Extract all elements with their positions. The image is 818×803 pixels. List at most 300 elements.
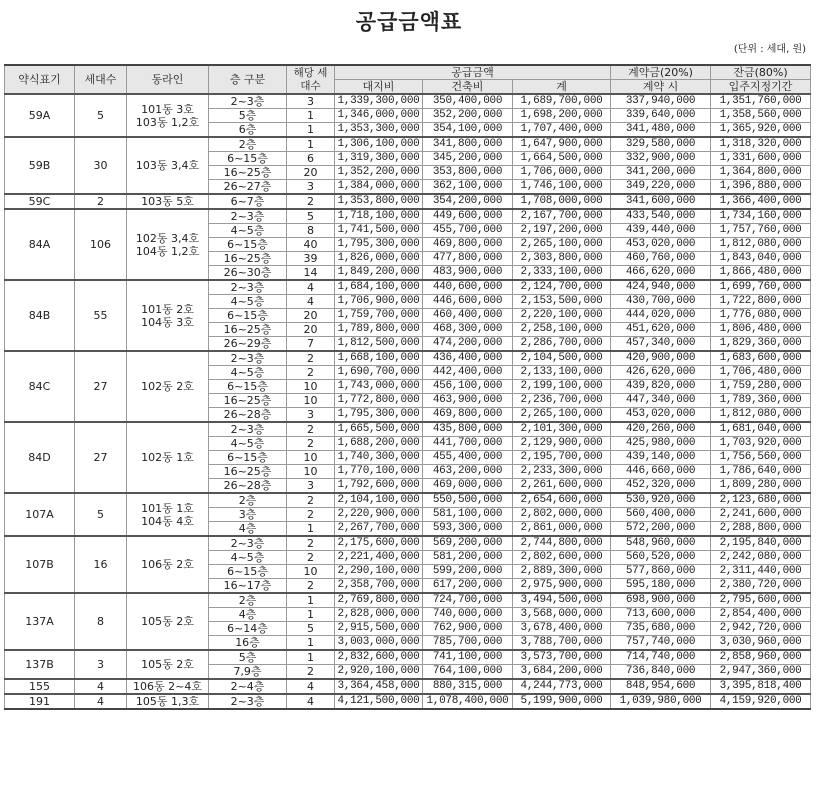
total-price-cell: 2,233,300,000 (513, 465, 611, 479)
construction-price-cell: 440,600,000 (423, 280, 513, 295)
construction-price-cell: 446,600,000 (423, 295, 513, 309)
balance-cell: 1,786,640,000 (711, 465, 811, 479)
units-cell: 1 (287, 522, 335, 537)
total-price-cell: 1,708,000,000 (513, 194, 611, 209)
units-cell: 1 (287, 650, 335, 665)
units-cell: 1 (287, 109, 335, 123)
construction-price-cell: 456,100,000 (423, 380, 513, 394)
construction-price-cell: 463,200,000 (423, 465, 513, 479)
balance-cell: 2,195,840,000 (711, 536, 811, 551)
units-cell: 4 (287, 295, 335, 309)
construction-price-cell: 341,800,000 (423, 137, 513, 152)
header-deposit-when: 계약 시 (611, 80, 711, 95)
total-price-cell: 2,199,100,000 (513, 380, 611, 394)
balance-cell: 4,159,920,000 (711, 694, 811, 709)
land-price-cell: 3,003,000,000 (335, 636, 423, 651)
land-price-cell: 1,795,300,000 (335, 408, 423, 423)
units-cell: 20 (287, 323, 335, 337)
land-price-cell: 1,789,800,000 (335, 323, 423, 337)
balance-cell: 1,351,760,000 (711, 94, 811, 109)
units-cell: 20 (287, 166, 335, 180)
land-price-cell: 2,828,000,000 (335, 608, 423, 622)
header-type: 약식표기 (5, 65, 75, 94)
construction-price-cell: 740,000,000 (423, 608, 513, 622)
deposit-cell: 447,340,000 (611, 394, 711, 408)
land-price-cell: 2,915,500,000 (335, 622, 423, 636)
total-price-cell: 2,802,000,000 (513, 508, 611, 522)
balance-cell: 1,365,920,000 (711, 123, 811, 138)
households-cell: 2 (75, 194, 127, 209)
units-cell: 7 (287, 337, 335, 352)
deposit-cell: 349,220,000 (611, 180, 711, 195)
balance-cell: 1,734,160,000 (711, 209, 811, 224)
land-price-cell: 1,849,200,000 (335, 266, 423, 281)
floor-cell: 16~17층 (209, 579, 287, 594)
building-line-cell (127, 679, 209, 694)
type-cell: 84B (5, 280, 75, 351)
unit-note: (단위 : 세대, 원) (733, 44, 806, 55)
units-cell: 10 (287, 380, 335, 394)
units-cell: 2 (287, 493, 335, 508)
table-row (5, 650, 811, 665)
land-price-cell: 1,759,700,000 (335, 309, 423, 323)
building-line-text: 101동 1호 (141, 501, 194, 515)
land-price-cell: 1,346,000,000 (335, 109, 423, 123)
floor-cell: 6~15층 (209, 152, 287, 166)
building-line-cell (127, 194, 209, 209)
units-cell: 14 (287, 266, 335, 281)
units-cell: 4 (287, 679, 335, 694)
floor-cell: 6~15층 (209, 565, 287, 579)
construction-price-cell: 469,800,000 (423, 238, 513, 252)
total-price-cell: 2,654,600,000 (513, 493, 611, 508)
balance-cell: 1,866,480,000 (711, 266, 811, 281)
floor-cell: 2~3층 (209, 351, 287, 366)
households-cell: 8 (75, 593, 127, 650)
floor-cell: 6~15층 (209, 451, 287, 465)
construction-price-cell: 1,078,400,000 (423, 694, 513, 709)
total-price-cell: 2,124,700,000 (513, 280, 611, 295)
balance-cell: 1,806,480,000 (711, 323, 811, 337)
land-price-cell: 1,770,100,000 (335, 465, 423, 479)
deposit-cell: 460,760,000 (611, 252, 711, 266)
type-cell: 137B (5, 650, 75, 679)
units-cell: 10 (287, 451, 335, 465)
construction-price-cell: 581,200,000 (423, 551, 513, 565)
land-price-cell: 1,718,100,000 (335, 209, 423, 224)
total-price-cell: 3,573,700,000 (513, 650, 611, 665)
land-price-cell: 2,267,700,000 (335, 522, 423, 537)
floor-cell: 6층 (209, 123, 287, 138)
land-price-cell: 1,688,200,000 (335, 437, 423, 451)
total-price-cell: 2,744,800,000 (513, 536, 611, 551)
units-cell: 20 (287, 309, 335, 323)
construction-price-cell: 550,500,000 (423, 493, 513, 508)
construction-price-cell: 463,900,000 (423, 394, 513, 408)
floor-cell: 6~15층 (209, 238, 287, 252)
deposit-cell: 572,200,000 (611, 522, 711, 537)
total-price-cell: 2,258,100,000 (513, 323, 611, 337)
table-row (5, 351, 811, 366)
households-cell: 4 (75, 679, 127, 694)
total-price-cell: 2,889,300,000 (513, 565, 611, 579)
total-price-cell: 5,199,900,000 (513, 694, 611, 709)
header-total: 계 (513, 80, 611, 95)
construction-price-cell: 442,400,000 (423, 366, 513, 380)
type-cell: 84C (5, 351, 75, 422)
floor-cell: 26~28층 (209, 479, 287, 494)
deposit-cell: 332,900,000 (611, 152, 711, 166)
table-row (5, 209, 811, 224)
total-price-cell: 2,861,000,000 (513, 522, 611, 537)
floor-cell: 2층 (209, 137, 287, 152)
balance-cell: 1,722,800,000 (711, 295, 811, 309)
header-balance-when: 입주지정기간 (711, 80, 811, 95)
building-line-text: 104동 4호 (141, 514, 194, 528)
floor-cell: 4~5층 (209, 224, 287, 238)
total-price-cell: 2,286,700,000 (513, 337, 611, 352)
deposit-cell: 451,620,000 (611, 323, 711, 337)
building-line-text: 105동 2호 (141, 615, 194, 628)
balance-cell: 1,843,040,000 (711, 252, 811, 266)
building-line-cell (127, 536, 209, 593)
building-line-cell (127, 650, 209, 679)
total-price-cell: 2,261,600,000 (513, 479, 611, 494)
building-line-text: 104동 3호 (141, 315, 194, 329)
construction-price-cell: 483,900,000 (423, 266, 513, 281)
land-price-cell: 1,792,600,000 (335, 479, 423, 494)
table-row (5, 422, 811, 437)
units-cell: 3 (287, 408, 335, 423)
total-price-cell: 1,746,100,000 (513, 180, 611, 195)
floor-cell: 2~3층 (209, 536, 287, 551)
land-price-cell: 3,364,458,000 (335, 679, 423, 694)
header-floor: 층 구분 (209, 65, 287, 94)
units-cell: 2 (287, 437, 335, 451)
deposit-cell: 560,400,000 (611, 508, 711, 522)
balance-cell: 2,288,800,000 (711, 522, 811, 537)
units-cell: 2 (287, 351, 335, 366)
table-row (5, 94, 811, 109)
total-price-cell: 2,220,100,000 (513, 309, 611, 323)
units-cell: 10 (287, 465, 335, 479)
floor-cell: 5층 (209, 109, 287, 123)
floor-cell: 5층 (209, 650, 287, 665)
balance-cell: 2,241,600,000 (711, 508, 811, 522)
floor-cell: 7,9층 (209, 665, 287, 680)
total-price-cell: 2,333,100,000 (513, 266, 611, 281)
construction-price-cell: 362,100,000 (423, 180, 513, 195)
building-line-cell (127, 493, 209, 536)
building-line-cell (127, 694, 209, 709)
type-cell: 107B (5, 536, 75, 593)
construction-price-cell: 785,700,000 (423, 636, 513, 651)
deposit-cell: 736,840,000 (611, 665, 711, 680)
deposit-cell: 439,820,000 (611, 380, 711, 394)
units-cell: 1 (287, 137, 335, 152)
balance-cell: 3,030,960,000 (711, 636, 811, 651)
units-cell: 2 (287, 536, 335, 551)
households-cell: 106 (75, 209, 127, 280)
page-title: 공급금액표 (355, 10, 463, 34)
balance-cell: 1,683,600,000 (711, 351, 811, 366)
floor-cell: 2~3층 (209, 209, 287, 224)
balance-cell: 1,358,560,000 (711, 109, 811, 123)
deposit-cell: 548,960,000 (611, 536, 711, 551)
table-body (5, 94, 811, 709)
type-cell: 191 (5, 694, 75, 709)
balance-cell: 2,242,080,000 (711, 551, 811, 565)
construction-price-cell: 593,300,000 (423, 522, 513, 537)
land-price-cell: 2,769,800,000 (335, 593, 423, 608)
deposit-cell: 426,620,000 (611, 366, 711, 380)
total-price-cell: 2,195,700,000 (513, 451, 611, 465)
balance-cell: 1,331,600,000 (711, 152, 811, 166)
deposit-cell: 714,740,000 (611, 650, 711, 665)
balance-cell: 1,318,320,000 (711, 137, 811, 152)
type-cell: 59B (5, 137, 75, 194)
units-cell: 8 (287, 224, 335, 238)
balance-cell: 1,366,400,000 (711, 194, 811, 209)
balance-cell: 1,789,360,000 (711, 394, 811, 408)
units-cell: 2 (287, 366, 335, 380)
table-row (5, 694, 811, 709)
floor-cell: 6~14층 (209, 622, 287, 636)
floor-cell: 4~5층 (209, 295, 287, 309)
deposit-cell: 433,540,000 (611, 209, 711, 224)
floor-cell: 16~25층 (209, 252, 287, 266)
units-cell: 1 (287, 123, 335, 138)
construction-price-cell: 474,200,000 (423, 337, 513, 352)
total-price-cell: 2,167,700,000 (513, 209, 611, 224)
land-price-cell: 1,352,200,000 (335, 166, 423, 180)
construction-price-cell: 880,315,000 (423, 679, 513, 694)
total-price-cell: 1,664,500,000 (513, 152, 611, 166)
type-cell: 155 (5, 679, 75, 694)
total-price-cell: 4,244,773,000 (513, 679, 611, 694)
building-line-cell (127, 593, 209, 650)
households-cell: 4 (75, 694, 127, 709)
deposit-cell: 337,940,000 (611, 94, 711, 109)
balance-cell: 2,858,960,000 (711, 650, 811, 665)
construction-price-cell: 455,700,000 (423, 224, 513, 238)
construction-price-cell: 741,100,000 (423, 650, 513, 665)
land-price-cell: 2,104,100,000 (335, 493, 423, 508)
table-row (5, 593, 811, 608)
balance-cell: 1,812,080,000 (711, 408, 811, 423)
construction-price-cell: 345,200,000 (423, 152, 513, 166)
units-cell: 3 (287, 479, 335, 494)
floor-cell: 2~4층 (209, 679, 287, 694)
total-price-cell: 3,678,400,000 (513, 622, 611, 636)
total-price-cell: 2,101,300,000 (513, 422, 611, 437)
floor-cell: 6~15층 (209, 309, 287, 323)
deposit-cell: 452,320,000 (611, 479, 711, 494)
type-cell: 137A (5, 593, 75, 650)
construction-price-cell: 764,100,000 (423, 665, 513, 680)
construction-price-cell: 436,400,000 (423, 351, 513, 366)
land-price-cell: 1,826,000,000 (335, 252, 423, 266)
land-price-cell: 2,920,100,000 (335, 665, 423, 680)
land-price-cell: 1,353,300,000 (335, 123, 423, 138)
floor-cell: 26~27층 (209, 180, 287, 195)
deposit-cell: 444,020,000 (611, 309, 711, 323)
deposit-cell: 420,260,000 (611, 422, 711, 437)
building-line-text: 103동 5호 (141, 195, 194, 208)
deposit-cell: 577,860,000 (611, 565, 711, 579)
header-households: 세대수 (75, 65, 127, 94)
deposit-cell: 341,200,000 (611, 166, 711, 180)
total-price-cell: 1,706,000,000 (513, 166, 611, 180)
deposit-cell: 713,600,000 (611, 608, 711, 622)
total-price-cell: 2,802,600,000 (513, 551, 611, 565)
floor-cell: 4~5층 (209, 551, 287, 565)
total-price-cell: 2,975,900,000 (513, 579, 611, 594)
balance-cell: 1,364,800,000 (711, 166, 811, 180)
balance-cell: 1,809,280,000 (711, 479, 811, 494)
land-price-cell: 2,832,600,000 (335, 650, 423, 665)
units-cell: 39 (287, 252, 335, 266)
header-supply-price: 공급금액 (335, 65, 611, 80)
units-cell: 10 (287, 565, 335, 579)
balance-cell: 3,395,818,400 (711, 679, 811, 694)
units-cell: 6 (287, 152, 335, 166)
deposit-cell: 530,920,000 (611, 493, 711, 508)
units-cell: 1 (287, 636, 335, 651)
land-price-cell: 1,353,800,000 (335, 194, 423, 209)
building-line-cell (127, 94, 209, 137)
households-cell: 27 (75, 422, 127, 493)
construction-price-cell: 477,800,000 (423, 252, 513, 266)
households-cell: 27 (75, 351, 127, 422)
deposit-cell: 446,660,000 (611, 465, 711, 479)
construction-price-cell: 350,400,000 (423, 94, 513, 109)
deposit-cell: 757,740,000 (611, 636, 711, 651)
building-line-cell (127, 209, 209, 280)
land-price-cell: 2,175,600,000 (335, 536, 423, 551)
total-price-cell: 2,303,800,000 (513, 252, 611, 266)
type-cell: 84A (5, 209, 75, 280)
floor-cell: 3층 (209, 508, 287, 522)
construction-price-cell: 617,200,000 (423, 579, 513, 594)
units-cell: 2 (287, 665, 335, 680)
construction-price-cell: 469,000,000 (423, 479, 513, 494)
land-price-cell: 1,306,100,000 (335, 137, 423, 152)
land-price-cell: 1,743,000,000 (335, 380, 423, 394)
land-price-cell: 1,684,100,000 (335, 280, 423, 295)
header-land: 대지비 (335, 80, 423, 95)
deposit-cell: 439,140,000 (611, 451, 711, 465)
balance-cell: 1,812,080,000 (711, 238, 811, 252)
construction-price-cell: 469,800,000 (423, 408, 513, 423)
construction-price-cell: 460,400,000 (423, 309, 513, 323)
building-line-cell (127, 422, 209, 493)
deposit-cell: 424,940,000 (611, 280, 711, 295)
households-cell: 16 (75, 536, 127, 593)
floor-cell: 4~5층 (209, 366, 287, 380)
building-line-text: 101동 2호 (141, 302, 194, 316)
balance-cell: 2,311,440,000 (711, 565, 811, 579)
balance-cell: 2,947,360,000 (711, 665, 811, 680)
total-price-cell: 2,197,200,000 (513, 224, 611, 238)
total-price-cell: 2,129,900,000 (513, 437, 611, 451)
header-balance: 잔금(80%) (711, 65, 811, 80)
land-price-cell: 1,690,700,000 (335, 366, 423, 380)
floor-cell: 2~3층 (209, 94, 287, 109)
total-price-cell: 1,698,200,000 (513, 109, 611, 123)
deposit-cell: 425,980,000 (611, 437, 711, 451)
units-cell: 2 (287, 194, 335, 209)
units-cell: 2 (287, 551, 335, 565)
balance-cell: 2,942,720,000 (711, 622, 811, 636)
balance-cell: 1,829,360,000 (711, 337, 811, 352)
type-cell: 84D (5, 422, 75, 493)
balance-cell: 2,795,600,000 (711, 593, 811, 608)
balance-cell: 1,756,560,000 (711, 451, 811, 465)
units-cell: 3 (287, 94, 335, 109)
building-line-cell (127, 280, 209, 351)
balance-cell: 1,759,280,000 (711, 380, 811, 394)
table-row (5, 536, 811, 551)
land-price-cell: 2,358,700,000 (335, 579, 423, 594)
table-row (5, 137, 811, 152)
land-price-cell: 2,221,400,000 (335, 551, 423, 565)
total-price-cell: 1,707,400,000 (513, 123, 611, 138)
households-cell: 3 (75, 650, 127, 679)
balance-cell: 2,854,400,000 (711, 608, 811, 622)
floor-cell: 6~7층 (209, 194, 287, 209)
construction-price-cell: 435,800,000 (423, 422, 513, 437)
floor-cell: 16~25층 (209, 394, 287, 408)
deposit-cell: 735,680,000 (611, 622, 711, 636)
total-price-cell: 3,788,700,000 (513, 636, 611, 651)
land-price-cell: 2,290,100,000 (335, 565, 423, 579)
construction-price-cell: 581,100,000 (423, 508, 513, 522)
building-line-cell (127, 351, 209, 422)
units-cell: 1 (287, 608, 335, 622)
land-price-cell: 1,665,500,000 (335, 422, 423, 437)
deposit-cell: 341,480,000 (611, 123, 711, 138)
table-row (5, 280, 811, 295)
balance-cell: 1,396,880,000 (711, 180, 811, 195)
floor-cell: 2~3층 (209, 280, 287, 295)
total-price-cell: 3,494,500,000 (513, 593, 611, 608)
construction-price-cell: 449,600,000 (423, 209, 513, 224)
building-line-text: 103동 3,4호 (135, 159, 200, 172)
construction-price-cell: 724,700,000 (423, 593, 513, 608)
land-price-cell: 4,121,500,000 (335, 694, 423, 709)
deposit-cell: 329,580,000 (611, 137, 711, 152)
building-line-text: 102동 2호 (141, 380, 194, 393)
land-price-cell: 1,812,500,000 (335, 337, 423, 352)
building-line-text: 104동 1,2호 (135, 244, 200, 258)
floor-cell: 16~25층 (209, 166, 287, 180)
deposit-cell: 595,180,000 (611, 579, 711, 594)
building-line-text: 105동 2호 (141, 658, 194, 671)
balance-cell: 1,681,040,000 (711, 422, 811, 437)
units-cell: 40 (287, 238, 335, 252)
units-cell: 4 (287, 694, 335, 709)
land-price-cell: 1,706,900,000 (335, 295, 423, 309)
floor-cell: 16~25층 (209, 323, 287, 337)
total-price-cell: 2,104,500,000 (513, 351, 611, 366)
type-cell: 59A (5, 94, 75, 137)
deposit-cell: 453,020,000 (611, 408, 711, 423)
units-cell: 5 (287, 622, 335, 636)
floor-cell: 16층 (209, 636, 287, 651)
floor-cell: 6~15층 (209, 380, 287, 394)
floor-cell: 4층 (209, 608, 287, 622)
